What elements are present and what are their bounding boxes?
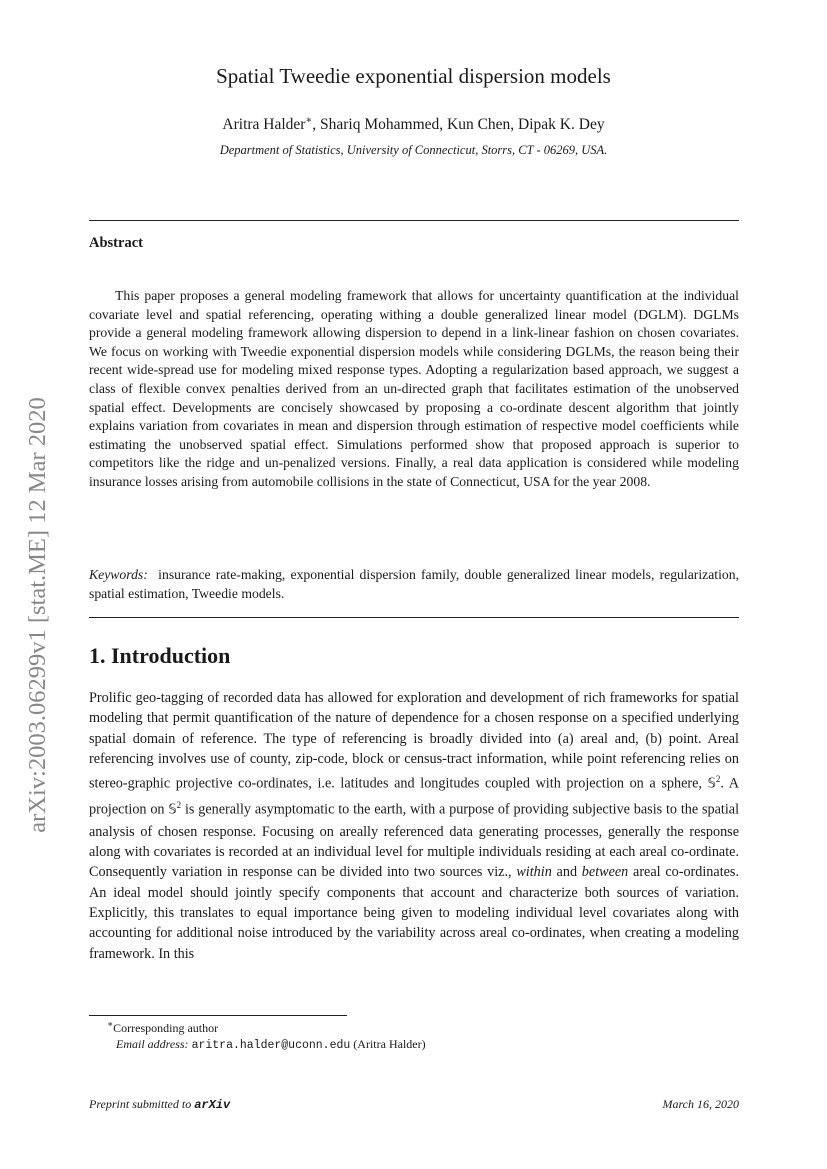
first-author: Aritra Halder bbox=[222, 116, 306, 134]
arxiv-sidebar-stamp bbox=[14, 345, 62, 885]
keywords-text: insurance rate-making, exponential dispersion family, double generalized linear models, regularization, spatial estimation, Tweedie models. bbox=[89, 567, 739, 601]
sphere-sup-2: 2 bbox=[176, 800, 182, 811]
intro-text-4: areal co-ordinates. An ideal model should jointly specify components that account and characterize both sources of variation. Explicitly, this translates to equal importance being given to modeling individual level covariates along with accounting for additional noise introduced by the variability across areal co-ordinates, when creating a modeling framework. In this bbox=[89, 864, 740, 962]
venue-name: arXiv bbox=[194, 1098, 231, 1112]
preprint-text: Preprint submitted to bbox=[89, 1097, 192, 1111]
abstract-heading: Abstract bbox=[89, 235, 143, 251]
sphere-symbol: 𝕊 bbox=[707, 777, 716, 793]
author-list bbox=[0, 115, 827, 134]
section-heading: 1. Introduction bbox=[89, 643, 231, 668]
intro-text-2: . A projection on bbox=[89, 776, 739, 819]
and-word: and bbox=[556, 864, 578, 881]
footnote-rule bbox=[89, 1015, 347, 1016]
email-address[interactable]: aritra.halder@uconn.edu bbox=[191, 1039, 351, 1052]
corresponding-mark: ∗ bbox=[305, 115, 313, 126]
email-label: Email address: bbox=[116, 1037, 189, 1051]
footnote-mark: ∗ bbox=[107, 1019, 114, 1029]
top-rule bbox=[89, 220, 739, 221]
keywords bbox=[89, 566, 739, 603]
between-word: between bbox=[581, 864, 629, 881]
intro-text-1: Prolific geo-tagging of recorded data has allowed for exploration and development of rich frameworks for spatial modeling that permit quantification of the nature of dependence for a chosen response on a specified underlying spatial domain of reference. The type of referencing is broadly divided into (a) areal and, (b) point. Areal referencing involves use of county, zip-code, block or census-tract information, while point referencing relies on stereo-graphic projective co-ordinates, i.e. latitudes and longitudes coupled with projection on a sphere, bbox=[89, 690, 739, 793]
footnote-corresponding-text: Corresponding author bbox=[113, 1021, 219, 1035]
within-word: within bbox=[516, 864, 552, 881]
abstract-body: This paper proposes a general modeling framework that allows for uncertainty quantification at the individual covariate level and spatial referencing, operating withing a double generalized linear model (DGLM). DGLMs provide a general modeling framework allowing dispersion to depend in a link-linear fashion on chosen covariates. We focus on working with Tweedie exponential dispersion models while considering DGLMs, the reason being their recent wide-spread use for modeling mixed response types. Adopting a regularization based approach, we suggest a class of flexible convex penalties derived from an un-directed graph that facilitates estimation of the unobserved spatial effect. Developments are concisely showcased by proposing a co-ordinate descent algorithm that jointly explains variation from covariates in mean and dispersion through estimation of respective model coefficients while estimating the unobserved spatial effect. Simulations performed show that proposed approach is superior to competitors like the ridge and un-penalized versions. Finally, a real data application is considered while modeling insurance losses arising from automobile collisions in the state of Connecticut, USA for the year 2008. bbox=[89, 288, 739, 489]
sphere-symbol-2: 𝕊 bbox=[168, 803, 177, 819]
footnote-email bbox=[116, 1037, 426, 1052]
preprint-note bbox=[89, 1097, 230, 1112]
paper-title: Spatial Tweedie exponential dispersion models bbox=[216, 64, 611, 88]
keywords-label: Keywords: bbox=[89, 567, 148, 582]
intro-paragraph bbox=[89, 688, 739, 964]
footnote-corresponding bbox=[107, 1019, 218, 1036]
sphere-sup: 2 bbox=[715, 774, 721, 785]
arxiv-identifier: arXiv:2003.06299v1 [stat.ME] 12 Mar 2020 bbox=[24, 397, 51, 833]
bottom-rule bbox=[89, 617, 739, 618]
intro-text-3: is generally asymptomatic to the earth, with a purpose of providing subjective basis to the spatial analysis of chosen response. Focusing on areally referenced data generating processes, generally the response along with covariates is recorded at an individual level for multiple individuals residing at each areal co-ordinate. Consequently variation in response can be divided into two sources viz., bbox=[89, 802, 740, 881]
footer-date: March 16, 2020 bbox=[662, 1097, 739, 1111]
other-authors: , Shariq Mohammed, Kun Chen, Dipak K. Dey bbox=[312, 116, 605, 134]
affiliation: Department of Statistics, University of Connecticut, Storrs, CT - 06269, USA. bbox=[219, 143, 608, 157]
email-owner: (Aritra Halder) bbox=[353, 1037, 426, 1051]
